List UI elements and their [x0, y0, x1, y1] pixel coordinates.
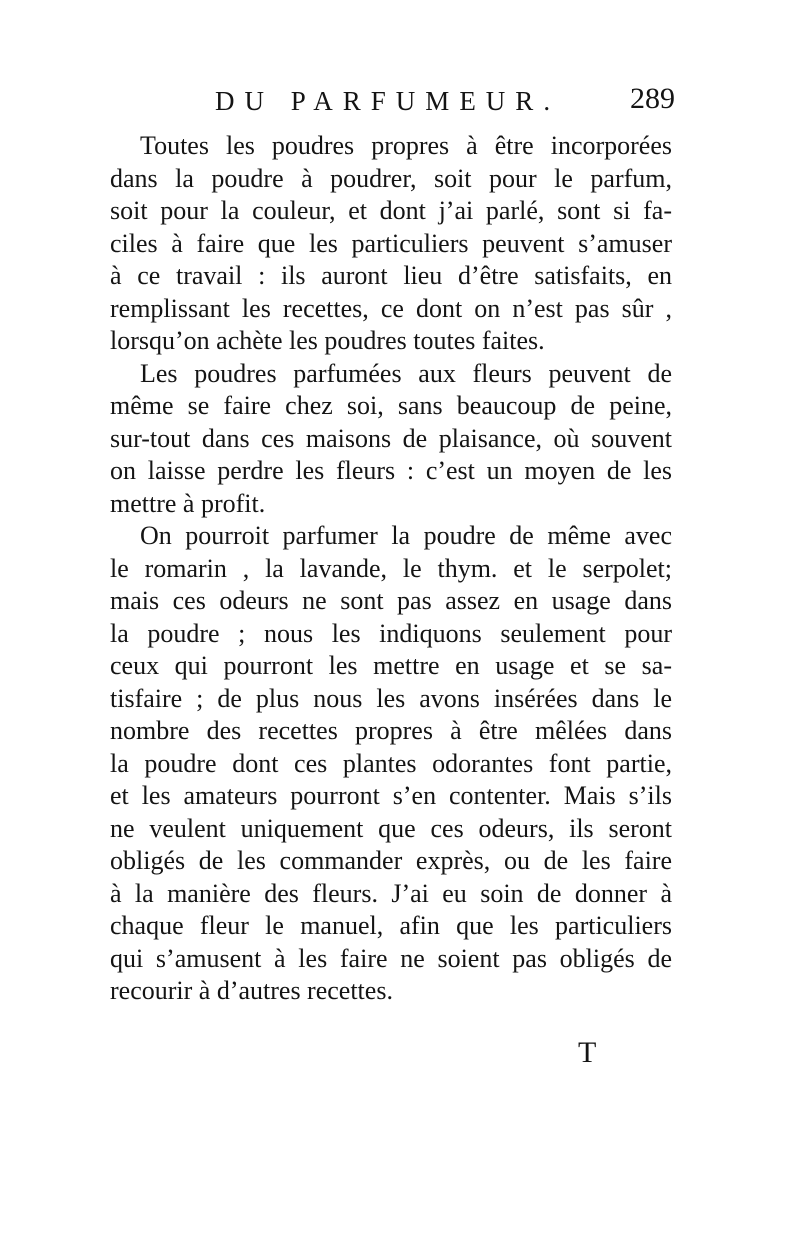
text-line: obligés de les commander exprès, ou de les faire	[110, 846, 672, 875]
text-line: chaque fleur le manuel, afin que les particuliers	[110, 911, 672, 940]
text-line: et les amateurs pourront s’en contenter. Mais s’ils	[110, 781, 672, 810]
text-line: ne veulent uniquement que ces odeurs, ils seront	[110, 813, 672, 843]
text-line: remplissant les recettes, ce dont on n’est pas sûr ,	[110, 293, 672, 323]
text-line: sur-tout dans ces maisons de plaisance, où souvent	[110, 423, 672, 453]
text-line: On pourroit parfumer la poudre de même avec	[140, 521, 672, 550]
text-line: à la manière des fleurs. J’ai eu soin de donner à	[110, 878, 672, 908]
running-head	[110, 82, 675, 122]
text-line: recourir à d’autres recettes.	[110, 976, 393, 1005]
text-line: Toutes les poudres propres à être incorporées	[140, 131, 672, 160]
text-line: mettre à profit.	[110, 488, 266, 518]
page-number: 289	[630, 82, 675, 115]
text-line: à ce travail : ils auront lieu d’être satisfaits, en	[110, 261, 672, 290]
text-line: ceux qui pourront les mettre en usage et se sa-	[110, 651, 672, 680]
text-line: mais ces odeurs ne sont pas assez en usage dans	[110, 586, 672, 615]
text-line: qui s’amusent à les faire ne soient pas obligés de	[110, 943, 672, 973]
text-line: la poudre dont ces plantes odorantes font partie,	[110, 748, 672, 778]
text-line: on laisse perdre les fleurs : c’est un moyen de les	[110, 456, 672, 485]
text-line: ciles à faire que les particuliers peuvent s’amuser	[110, 228, 672, 258]
signature-mark: T	[578, 1036, 597, 1069]
text-line: même se faire chez soi, sans beaucoup de peine,	[110, 391, 672, 420]
body-text	[110, 130, 672, 1008]
text-line: Les poudres parfumées aux fleurs peuvent de	[140, 358, 672, 388]
text-line: dans la poudre à poudrer, soit pour le parfum,	[110, 163, 672, 193]
text-line: lorsqu’on achète les poudres toutes faites.	[110, 326, 545, 355]
text-line: soit pour la couleur, et dont j’ai parlé, sont si fa-	[110, 196, 672, 225]
text-line: nombre des recettes propres à être mêlées dans	[110, 716, 672, 745]
text-line: tisfaire ; de plus nous les avons insérées dans le	[110, 683, 672, 713]
text-line: le romarin , la lavande, le thym. et le serpolet;	[110, 553, 672, 583]
text-line: la poudre ; nous les indiquons seulement pour	[110, 618, 672, 648]
running-title: DU PARFUMEUR.	[215, 86, 561, 116]
